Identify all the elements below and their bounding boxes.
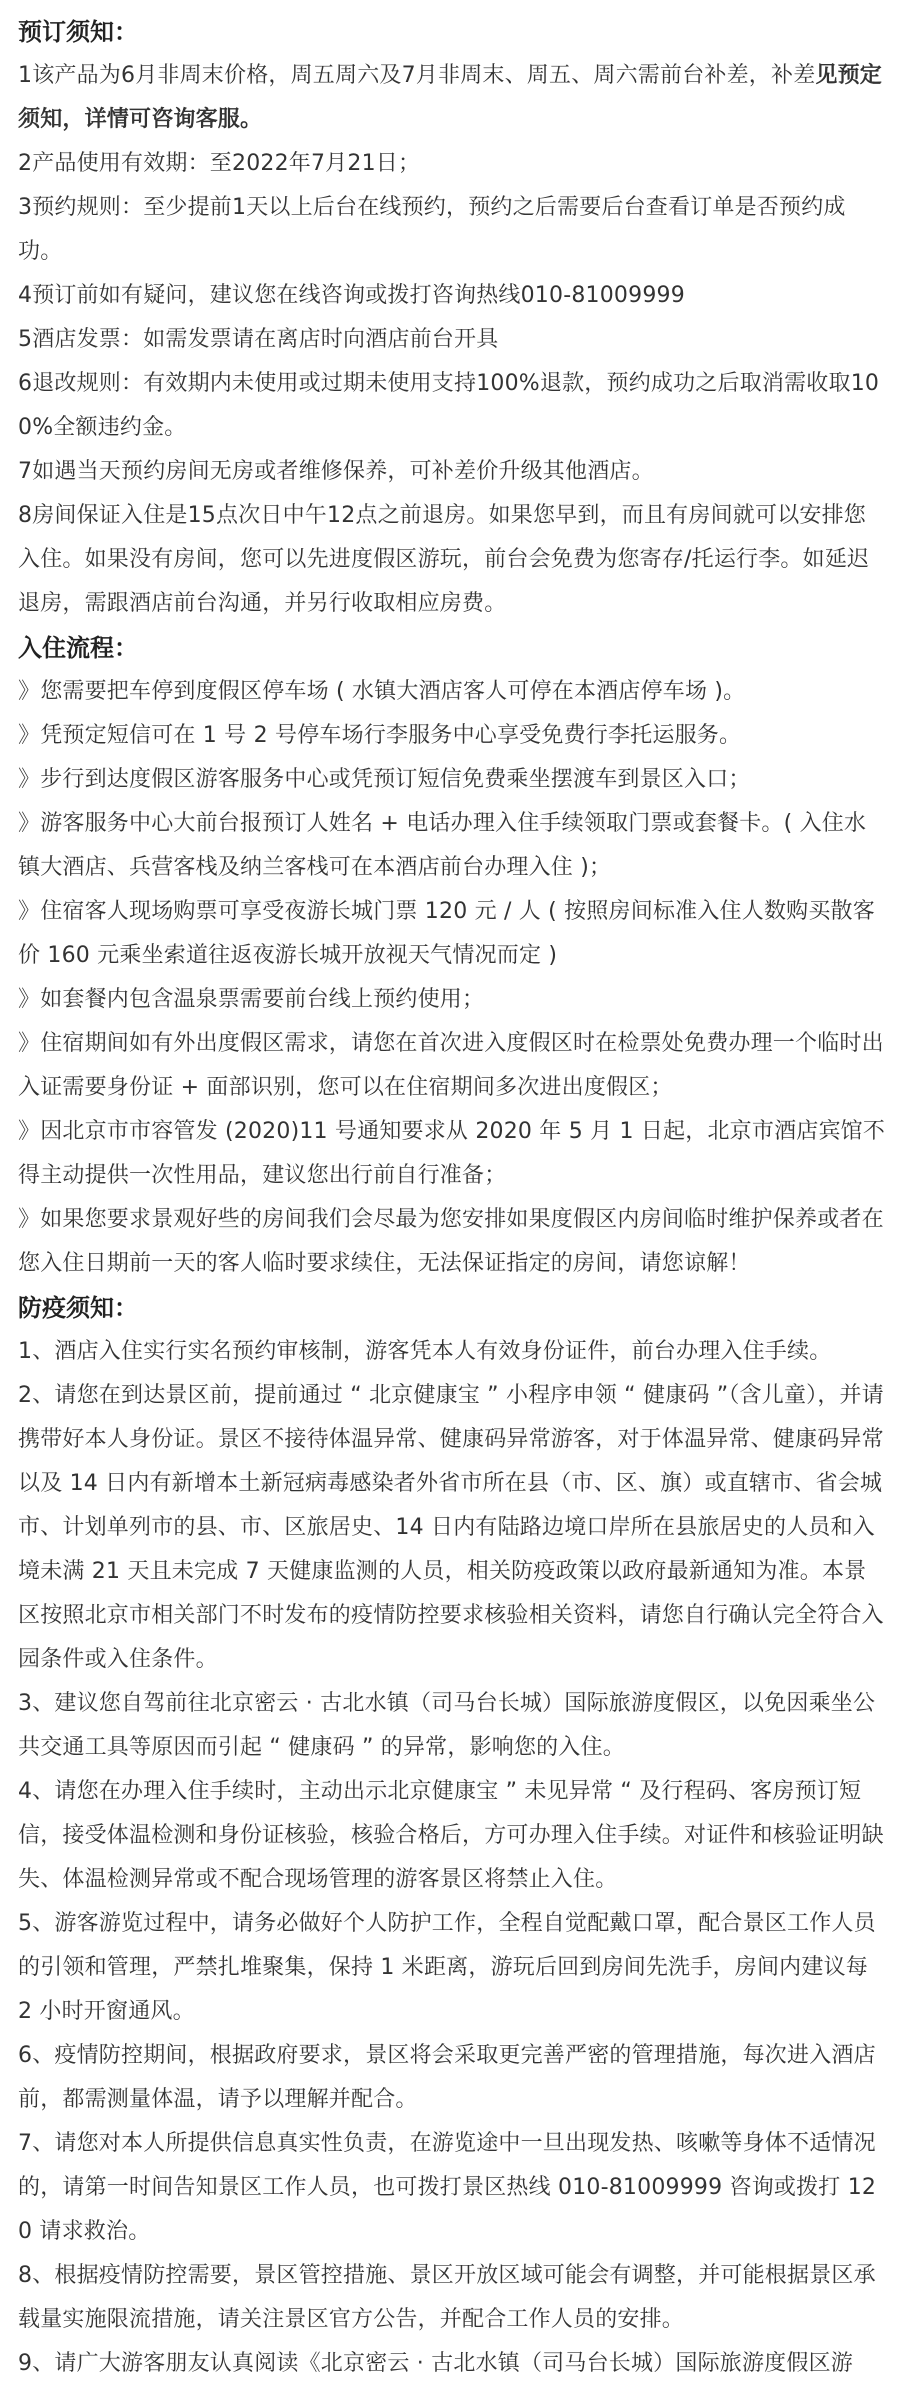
epidemic-item-9: 9、请广大游客朋友认真阅读《北京密云 · 古北水镇（司马台长城）国际旅游度假区游 <box>18 2351 853 2376</box>
checkin-item-2: 》凭预定短信可在 1 号 2 号停车场行李服务中心享受免费行李托运服务。 <box>18 723 742 748</box>
booking-item-7: 7如遇当天预约房间无房或者维修保养，可补差价升级其他酒店。 <box>18 459 654 484</box>
epidemic-item-1: 1、酒店入住实行实名预约审核制，游客凭本人有效身份证件，前台办理入住手续。 <box>18 1339 832 1364</box>
booking-item-4: 4预订前如有疑问，建议您在线咨询或拨打咨询热线010-81009999 <box>18 283 685 308</box>
checkin-item-3: 》步行到达度假区游客服务中心或凭预订短信免费乘坐摆渡车到景区入口； <box>18 767 751 792</box>
checkin-item-7: 》住宿期间如有外出度假区需求，请您在首次进入度假区时在检票处免费办理一个临时出入证需要身份证 + 面部识别，您可以在住宿期间多次进出度假区； <box>18 1031 884 1100</box>
checkin-item-5: 》住宿客人现场购票可享受夜游长城门票 120 元 / 人 ( 按照房间标准入住人数购买散客价 160 元乘坐索道往返夜游长城开放视天气情况而定 ) <box>18 899 875 968</box>
booking-item-1-text: 1该产品为6月非周末价格，周五周六及7月非周末、周五、周六需前台补差，补差 <box>18 63 816 88</box>
epidemic-item-3: 3、建议您自驾前往北京密云 · 古北水镇（司马台长城）国际旅游度假区，以免因乘坐公共交通工具等原因而引起 “ 健康码 ” 的异常，影响您的入住。 <box>18 1691 876 1760</box>
booking-item-6: 6退改规则：有效期内未使用或过期未使用支持100%退款，预约成功之后取消需收取100%全额违约金。 <box>18 371 880 440</box>
booking-notice-title: 预订须知： <box>18 18 138 46</box>
epidemic-item-2: 2、请您在到达景区前，提前通过 “ 北京健康宝 ” 小程序申领 “ 健康码 ”（含儿童），并请携带好本人身份证。景区不接待体温异常、健康码异常游客，对于体温异常、健康码异常以及 14 日内有新增本土新冠病毒感染者外省市所在县（市、区、旗）或直辖市、省会城市、计划单列市的县、市、区旅居史、14 日内有陆路边境口岸所在县旅居史的人员和入境未满 21 天且未完成 7 天健康监测的人员，相关防疫政策以政府最新通知为准。本景区按照北京市相关部门不时发布的疫情防控要求核验相关资料，请您自行确认完全符合入园条件或入住条件。 <box>18 1383 884 1672</box>
epidemic-notice-title: 防疫须知： <box>18 1294 138 1322</box>
booking-item-1 <box>18 54 888 142</box>
booking-item-8: 8房间保证入住是15点次日中午12点之前退房。如果您早到，而且有房间就可以安排您入住。如果没有房间，您可以先进度假区游玩，前台会免费为您寄存/托运行李。如延迟退房，需跟酒店前台沟通，并另行收取相应房费。 <box>18 503 870 616</box>
checkin-item-1: 》您需要把车停到度假区停车场 ( 水镇大酒店客人可停在本酒店停车场 )。 <box>18 679 746 704</box>
checkin-item-9: 》如果您要求景观好些的房间我们会尽最为您安排如果度假区内房间临时维护保养或者在您入住日期前一天的客人临时要求续住，无法保证指定的房间，请您谅解！ <box>18 1207 884 1276</box>
epidemic-item-6: 6、疫情防控期间，根据政府要求，景区将会采取更完善严密的管理措施，每次进入酒店前，都需测量体温，请予以理解并配合。 <box>18 2043 876 2112</box>
booking-item-2: 2产品使用有效期：至2022年7月21日； <box>18 151 421 176</box>
booking-item-5: 5酒店发票：如需发票请在离店时向酒店前台开具 <box>18 327 499 352</box>
checkin-item-8: 》因北京市市容管发 (2020)11 号通知要求从 2020 年 5 月 1 日起，北京市酒店宾馆不得主动提供一次性用品，建议您出行前自行准备； <box>18 1119 886 1188</box>
epidemic-item-4: 4、请您在办理入住手续时，主动出示北京健康宝 ” 未见异常 “ 及行程码、客房预订短信，接受体温检测和身份证核验，核验合格后，方可办理入住手续。对证件和核验证明缺失、体温检测异常或不配合现场管理的游客景区将禁止入住。 <box>18 1779 884 1892</box>
epidemic-item-7: 7、请您对本人所提供信息真实性负责，在游览途中一旦出现发热、咳嗽等身体不适情况的，请第一时间告知景区工作人员，也可拨打景区热线 010-81009999 咨询或拨打 120 请求救治。 <box>18 2131 877 2244</box>
epidemic-item-5: 5、游客游览过程中，请务必做好个人防护工作，全程自觉配戴口罩，配合景区工作人员的引领和管理，严禁扎堆聚集，保持 1 米距离，游玩后回到房间先洗手，房间内建议每 2 小时开窗通风。 <box>18 1911 876 2024</box>
checkin-process-title: 入住流程： <box>18 634 138 662</box>
booking-item-1-bold-text: 见预定须知，详情可咨询客服。 <box>18 63 883 132</box>
booking-item-3: 3预约规则：至少提前1天以上后台在线预约，预约之后需要后台查看订单是否预约成功。 <box>18 195 846 264</box>
checkin-item-6: 》如套餐内包含温泉票需要前台线上预约使用； <box>18 987 485 1012</box>
epidemic-item-8: 8、根据疫情防控需要，景区管控措施、景区开放区域可能会有调整，并可能根据景区承载量实施限流措施，请关注景区官方公告，并配合工作人员的安排。 <box>18 2263 876 2332</box>
checkin-item-4: 》游客服务中心大前台报预订人姓名 + 电话办理入住手续领取门票或套餐卡。( 入住水镇大酒店、兵营客栈及纳兰客栈可在本酒店前台办理入住 )； <box>18 811 867 880</box>
